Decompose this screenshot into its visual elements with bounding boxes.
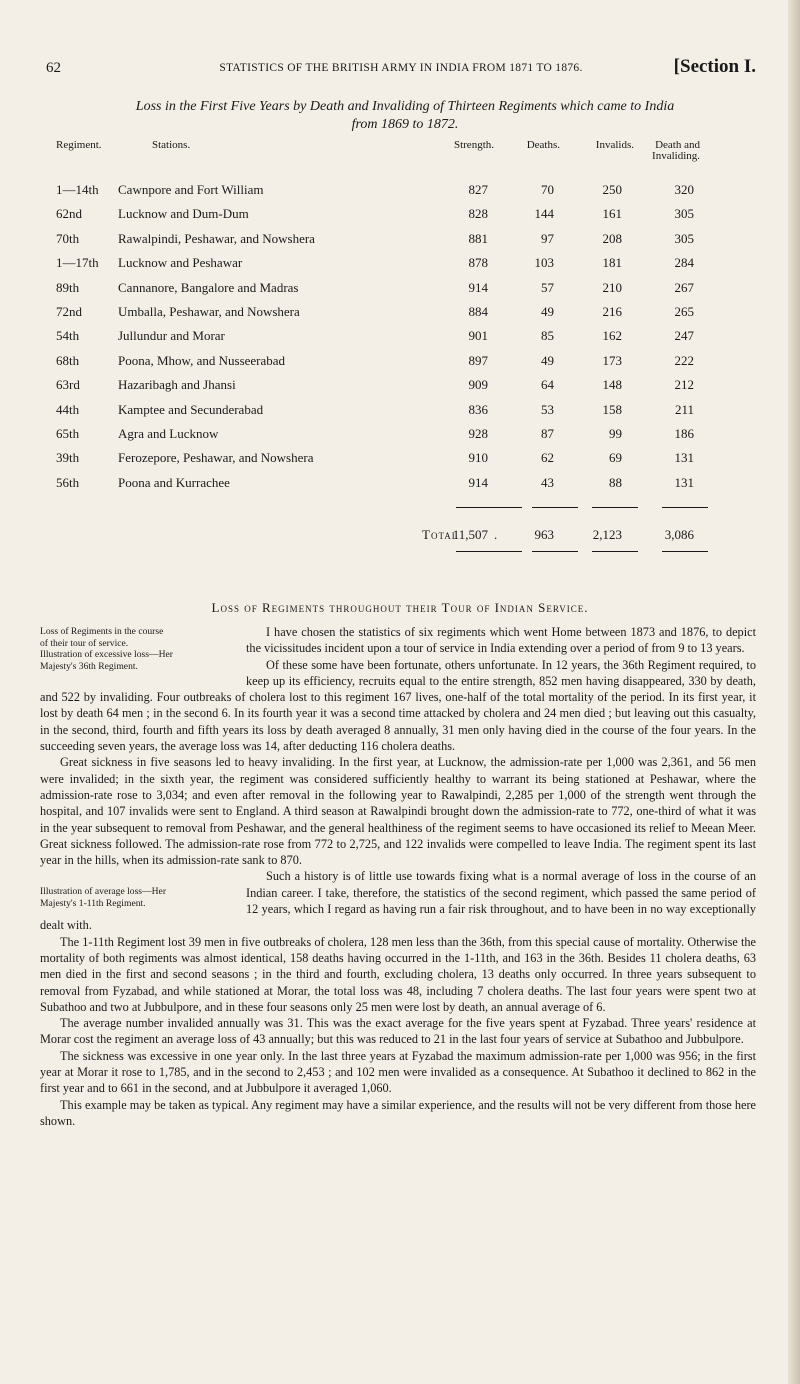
table-row xyxy=(56,446,756,470)
rule-invalids-bottom xyxy=(592,551,638,552)
section-label: [Section I. xyxy=(673,56,756,77)
cell-invalids: 158 xyxy=(602,401,622,417)
cell-death-invaliding: 212 xyxy=(674,377,694,393)
cell-regiment: 56th xyxy=(56,474,80,490)
total-row xyxy=(56,509,756,549)
cell-stations: Ferozepore, Peshawar, and Nowshera xyxy=(118,450,314,466)
rule-deaths-bottom xyxy=(532,551,578,552)
sidenote-line: Majesty's 1-11th Regiment. xyxy=(40,897,146,909)
col-deaths: Deaths. xyxy=(526,139,560,151)
sidenote-line: of their tour of service. xyxy=(40,637,129,649)
cell-regiment: 70th xyxy=(56,230,80,246)
paragraph-8: This example may be taken as typical. Any regiment may have a similar experience, and the results will not be very different from those here shown. xyxy=(40,1097,756,1128)
cell-stations: Jullundur and Morar xyxy=(118,328,225,344)
cell-stations: Poona, Mhow, and Nusseerabad xyxy=(118,352,286,368)
cell-death-invaliding: 211 xyxy=(674,401,694,417)
cell-deaths: 97 xyxy=(541,230,554,246)
total-deaths: 963 xyxy=(534,527,554,543)
cell-regiment: 72nd xyxy=(56,303,82,319)
col-death-invaliding-line-1: Death and xyxy=(655,139,700,151)
cell-invalids: 250 xyxy=(602,182,622,197)
cell-death-invaliding: 305 xyxy=(674,230,694,246)
cell-strength: 836 xyxy=(468,401,488,417)
cell-strength: 909 xyxy=(468,377,488,393)
total-dots: . xyxy=(494,527,498,543)
table-title-line-2: from 1869 to 1872. xyxy=(351,117,459,132)
cell-death-invaliding: 284 xyxy=(674,255,694,271)
cell-invalids: 162 xyxy=(602,328,622,344)
cell-stations: Poona and Kurrachee xyxy=(118,474,230,490)
rule-strength-bottom xyxy=(456,551,522,552)
total-rules xyxy=(56,495,756,509)
total-death-invaliding: 3,086 xyxy=(664,527,694,543)
table-row xyxy=(56,276,756,300)
rule-total-bottom xyxy=(662,551,708,552)
cell-stations: Cannanore, Bangalore and Madras xyxy=(118,279,299,295)
cell-stations: Kamptee and Secunderabad xyxy=(118,401,264,417)
table-row xyxy=(56,300,756,324)
total-bottom-rules xyxy=(56,549,756,563)
cell-strength: 827 xyxy=(468,182,488,197)
cell-deaths: 103 xyxy=(534,255,554,271)
cell-invalids: 181 xyxy=(602,255,622,271)
col-invalids: Invalids. xyxy=(595,139,634,151)
table-body xyxy=(56,178,756,495)
cell-deaths: 43 xyxy=(541,474,554,490)
cell-stations: Umballa, Peshawar, and Nowshera xyxy=(118,303,300,319)
paragraph-3: Great sickness in five seasons led to heavy invaliding. In the first year, at Lucknow, the admission-rate per 1,000 was 2,361, and 56 men were invalided; in the sixth year, the regiment was considered sufficiently healthy to warrant its being stationed at Peshawar, where the admission-rate rose to 3,034; and even after removal in the following year to Rawalpindi, 2,285 per 1,000 of the strength went through the hospital, and 107 invalids were sent to England. A third season at Rawalpindi brought down the admission-rate to 772, one-third of what it was in the year subsequent to removal from Peshawar, and the general healthiness of the regiment seems to have occasioned its relief to Meean Meer. Great sickness followed. The admission-rate rose from 772 to 2,725, and 122 invalids were compelled to leave India. The regiment spent its last year in the hills, when its admission-rate sank to 870. xyxy=(40,755,756,868)
cell-deaths: 49 xyxy=(541,303,554,319)
sidenote-line: Majesty's 36th Regiment. xyxy=(40,660,138,672)
paragraph-7: The sickness was excessive in one year only. In the last three years at Fyzabad the maximum admission-rate per 1,000 was 956; in the first year at Morar it rose to 1,785, and in the second to 2,453 ; and 102 men were invalided as a consequence. At Subathoo it declined to 862 in the first year and to 661 in the second, and at Jubbulpore it averaged 1,060. xyxy=(40,1048,756,1096)
cell-death-invaliding: 267 xyxy=(674,279,694,295)
cell-invalids: 148 xyxy=(602,377,622,393)
cell-regiment: 1—14th xyxy=(56,182,99,197)
cell-deaths: 49 xyxy=(541,352,554,368)
cell-death-invaliding: 186 xyxy=(674,425,694,441)
table-row xyxy=(56,349,756,373)
cell-invalids: 216 xyxy=(602,303,622,319)
cell-invalids: 88 xyxy=(609,474,622,490)
sidenote-line: Illustration of average loss—Her xyxy=(40,886,167,898)
cell-invalids: 208 xyxy=(602,230,622,246)
sidenote-line: Loss of Regiments in the course xyxy=(40,626,164,637)
table-row xyxy=(56,227,756,251)
paragraph-6: The average number invalided annually was 31. This was the exact average for the five years spent at Fyzabad. Three years' residence at Morar cost the regiment an average loss of 43 annually; but this was reduced to 21 in the last four years of service at Subathoo and Jubbulpore. xyxy=(40,1016,756,1047)
total-strength: 11,507 xyxy=(452,527,488,543)
cell-death-invaliding: 265 xyxy=(674,303,694,319)
col-death-invaliding xyxy=(652,140,700,162)
cell-stations: Rawalpindi, Peshawar, and Nowshera xyxy=(118,230,315,246)
cell-deaths: 64 xyxy=(541,377,554,393)
rule-deaths xyxy=(532,507,578,508)
cell-stations: Lucknow and Dum-Dum xyxy=(118,206,249,222)
cell-stations: Lucknow and Peshawar xyxy=(118,255,243,271)
cell-death-invaliding: 320 xyxy=(674,182,694,197)
cell-stations: Hazaribagh and Jhansi xyxy=(118,377,236,393)
table-row xyxy=(56,373,756,397)
cell-strength: 928 xyxy=(468,425,488,441)
table-row xyxy=(56,202,756,226)
total-label: Total xyxy=(422,527,459,543)
table-row xyxy=(56,471,756,495)
col-regiment: Regiment. xyxy=(56,139,102,151)
cell-invalids: 99 xyxy=(609,425,622,441)
cell-deaths: 57 xyxy=(541,279,554,295)
table-row xyxy=(56,398,756,422)
cell-strength: 914 xyxy=(468,474,488,490)
cell-strength: 901 xyxy=(468,328,488,344)
page-header xyxy=(46,58,756,82)
paragraph-4: Such a history is of little use towards fixing what is a normal average of loss in the course of an Indian career. I take, therefore, the statistics of the second regiment, which passed the same period of 12 years, which I regard as having run a fair risk throughout, and to have been in no way exceptionally dealt with. xyxy=(40,869,756,933)
cell-regiment: 68th xyxy=(56,352,80,368)
table-row xyxy=(56,324,756,348)
cell-invalids: 210 xyxy=(602,279,622,295)
loss-table xyxy=(56,140,756,563)
col-strength: Strength. xyxy=(453,139,494,151)
cell-invalids: 173 xyxy=(602,352,622,368)
sidenote-line: Illustration of excessive loss—Her xyxy=(40,649,173,660)
page-number: 62 xyxy=(46,60,61,76)
cell-death-invaliding: 131 xyxy=(674,450,694,466)
page-edge xyxy=(788,0,800,1384)
table-row xyxy=(56,178,756,202)
cell-invalids: 69 xyxy=(609,450,622,466)
cell-deaths: 62 xyxy=(541,450,554,466)
cell-deaths: 144 xyxy=(534,206,554,222)
col-stations: Stations. xyxy=(152,139,191,151)
table-header xyxy=(56,140,756,178)
cell-regiment: 39th xyxy=(56,450,80,466)
table-title xyxy=(60,98,750,134)
cell-invalids: 161 xyxy=(602,206,622,222)
cell-regiment: 44th xyxy=(56,401,80,417)
cell-death-invaliding: 247 xyxy=(674,328,694,344)
rule-strength xyxy=(456,507,522,508)
cell-stations: Cawnpore and Fort William xyxy=(118,182,264,197)
cell-deaths: 53 xyxy=(541,401,554,417)
cell-death-invaliding: 222 xyxy=(674,352,694,368)
cell-regiment: 1—17th xyxy=(56,255,99,271)
cell-regiment: 54th xyxy=(56,328,80,344)
cell-strength: 828 xyxy=(468,206,488,222)
sidenote-36th xyxy=(40,626,232,672)
sidenote-1-11th xyxy=(40,886,232,909)
rule-invalids xyxy=(592,507,638,508)
cell-deaths: 70 xyxy=(541,182,554,197)
section-heading: Loss of Regiments throughout their Tour of Indian Service. xyxy=(211,600,589,615)
table-row xyxy=(56,251,756,275)
table-row xyxy=(56,422,756,446)
cell-regiment: 62nd xyxy=(56,206,82,222)
cell-stations: Agra and Lucknow xyxy=(118,425,219,441)
cell-death-invaliding: 131 xyxy=(674,474,694,490)
cell-deaths: 87 xyxy=(541,425,554,441)
cell-strength: 881 xyxy=(468,230,488,246)
cell-regiment: 63rd xyxy=(56,377,80,393)
paragraph-1: I have chosen the statistics of six regiments which went Home between 1873 and 1876, to depict the vicissitudes incident upon a tour of service in India extending over a period of from 9 to 13 years. xyxy=(246,625,756,656)
cell-strength: 884 xyxy=(468,303,488,319)
rule-total xyxy=(662,507,708,508)
cell-strength: 914 xyxy=(468,279,488,295)
running-title: STATISTICS OF THE BRITISH ARMY IN INDIA FROM 1871 TO 1876. xyxy=(219,62,583,74)
cell-death-invaliding: 305 xyxy=(674,206,694,222)
cell-regiment: 89th xyxy=(56,279,80,295)
cell-strength: 878 xyxy=(468,255,488,271)
table-title-line-1: Loss in the First Five Years by Death and Invaliding of Thirteen Regiments which came to India xyxy=(135,99,675,114)
col-death-invaliding-line-2: Invaliding. xyxy=(652,150,700,162)
paragraph-5: The 1-11th Regiment lost 39 men in five outbreaks of cholera, 128 men less than the 36th, from this special cause of mortality. Otherwise the mortality of both regiments was almost identical, 158 deaths having occurred in the 1-11th, and 163 in the 36th. Besides 11 cholera deaths, 63 men died in the first and second seasons ; in the third and fourth, excluding cholera, 13 deaths only occurred. In three years subsequent to removal from Fyzabad, and while stationed at Morar, the total loss was 48, including 7 cholera deaths. The last four years were spent two at Subathoo and two at Jubbulpore, and in these four seasons only 25 men were lost by death, an annual average of 6. xyxy=(40,934,756,1014)
body-text xyxy=(40,624,756,1129)
total-invalids: 2,123 xyxy=(592,527,622,543)
cell-deaths: 85 xyxy=(541,328,554,344)
paragraph-2: Of these some have been fortunate, others unfortunate. In 12 years, the 36th Regiment required, to keep up its efficiency, recruits equal to the entire strength, 852 men having disappeared, 330 by death, and 522 by invaliding. Four outbreaks of cholera lost to this regiment 167 lives, one-half of the total mortality of the period. In its first year, it lost by death 64 men ; in the second 6. In its fourth year it was a second time attacked by cholera and 24 men died ; but leaving out this casualty, in the second, third, fourth and fifth years its loss by death averaged 8 annually, 31 men only having died in the course of the four years. In the succeeding seven years, the average loss was 14, after deducting 116 cholera deaths. xyxy=(40,657,756,754)
cell-strength: 897 xyxy=(468,352,488,368)
cell-strength: 910 xyxy=(468,450,488,466)
cell-regiment: 65th xyxy=(56,425,80,441)
